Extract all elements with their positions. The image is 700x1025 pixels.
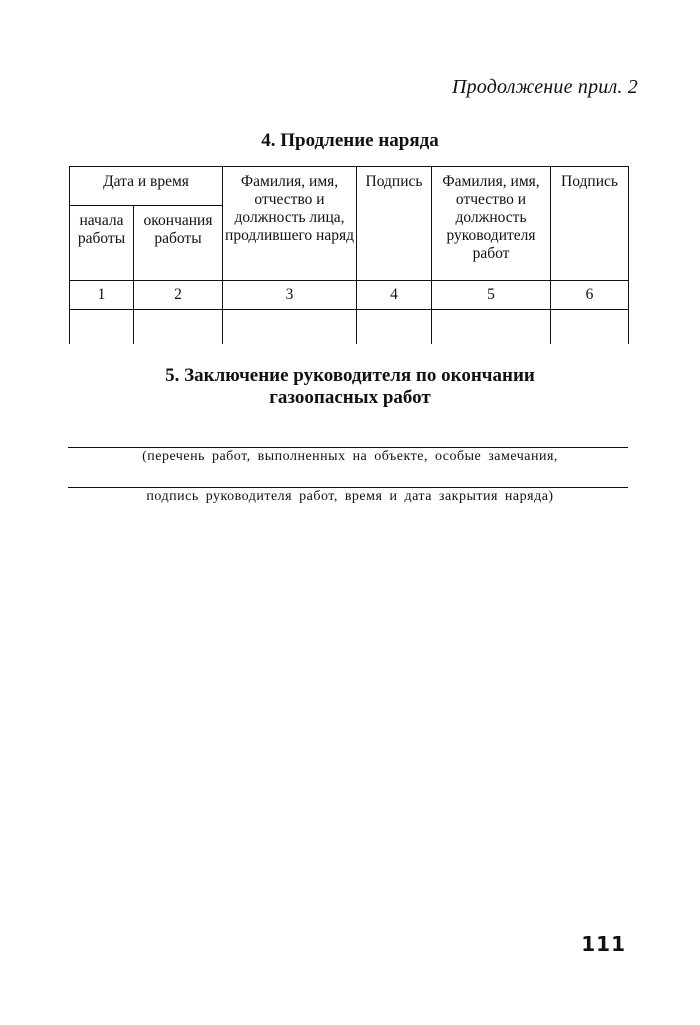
column-number: 3 — [223, 281, 357, 310]
section-5-title-line-1: 5. Заключение руководителя по окончании — [165, 365, 535, 386]
header-signature-1: Подпись — [357, 167, 432, 281]
page-number: 111 — [581, 932, 626, 956]
empty-cell — [551, 310, 629, 345]
fill-line-2 — [68, 487, 628, 488]
empty-cell — [134, 310, 223, 345]
section-4-title: 4. Продление наряда — [261, 130, 439, 151]
table-number-row — [70, 281, 629, 310]
caption-2: подпись руководителя работ, время и дата закрытия наряда) — [146, 489, 554, 504]
empty-cell — [432, 310, 551, 345]
column-number: 2 — [134, 281, 223, 310]
extension-table — [69, 166, 629, 344]
empty-cell — [70, 310, 134, 345]
header-date-time: Дата и время — [70, 167, 223, 206]
empty-cell — [223, 310, 357, 345]
table-empty-row — [70, 310, 629, 345]
table-header-row — [70, 167, 629, 206]
header-manager: Фамилия, имя, отчество и должность руководителя работ — [432, 167, 551, 281]
fill-line-1 — [68, 447, 628, 448]
section-5-title-line-2: газоопасных работ — [269, 387, 431, 408]
empty-cell — [357, 310, 432, 345]
header-extender: Фамилия, имя, отчество и должность лица, продлившего наряд — [223, 167, 357, 281]
column-number: 6 — [551, 281, 629, 310]
header-end: окончания работы — [134, 206, 223, 281]
column-number: 5 — [432, 281, 551, 310]
section-5-title — [0, 365, 700, 409]
caption-1: (перечень работ, выполненных на объекте, особые замечания, — [142, 449, 558, 464]
continuation-label: Продолжение прил. 2 — [451, 76, 638, 98]
column-number: 4 — [357, 281, 432, 310]
header-start: начала работы — [70, 206, 134, 281]
column-number: 1 — [70, 281, 134, 310]
header-signature-2: Подпись — [551, 167, 629, 281]
